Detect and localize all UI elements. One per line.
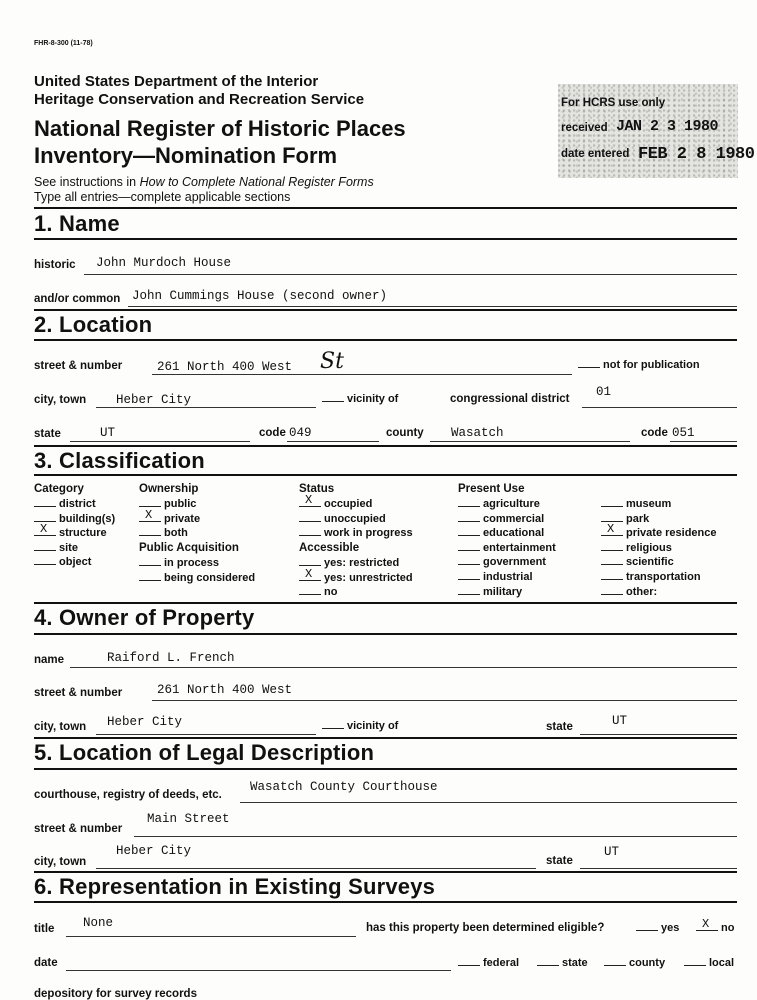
section-rule <box>34 339 737 341</box>
fill-line <box>580 868 737 869</box>
eligible-yes: yes <box>636 922 679 934</box>
congressional-district-label: congressional district <box>450 393 570 405</box>
fill-line <box>240 802 737 803</box>
fill-line <box>152 374 572 375</box>
county-code-label: code <box>641 427 668 439</box>
category-district[interactable]: district <box>34 498 96 510</box>
instructions-line2: Type all entries—complete applicable sections <box>34 190 291 204</box>
fill-line <box>96 868 536 869</box>
fill-line <box>84 274 737 275</box>
form-title: National Register of Historic Places <box>34 116 406 141</box>
service-line: Heritage Conservation and Recreation Service <box>34 91 365 108</box>
status-header: Status <box>299 483 335 495</box>
handwritten-st: St <box>320 349 344 374</box>
date-entered-label: date entered <box>561 148 630 160</box>
owner-city-value: Heber City <box>107 715 183 729</box>
section-rule <box>34 768 737 770</box>
fill-line <box>70 667 737 668</box>
congressional-district-value: 01 <box>596 385 612 399</box>
legal-state-value: UT <box>604 845 620 859</box>
acquisition-in-process[interactable]: in process <box>139 557 219 569</box>
acquisition-being-considered[interactable]: being considered <box>139 572 255 584</box>
state-label: state <box>34 428 61 440</box>
vicinity-of: vicinity of <box>322 393 398 405</box>
owner-city-label: city, town <box>34 721 87 733</box>
fill-line <box>670 441 737 442</box>
fill-line <box>66 970 451 971</box>
present-use-park[interactable]: park <box>601 513 649 525</box>
fill-line <box>134 836 737 837</box>
survey-county: county <box>604 957 665 969</box>
status-unoccupied[interactable]: unoccupied <box>299 513 386 525</box>
county-value: Wasatch <box>451 426 504 440</box>
section-rule <box>34 445 737 447</box>
ownership-public[interactable]: public <box>139 498 196 510</box>
status-work-in-progress[interactable]: work in progress <box>299 527 413 539</box>
accessible-yes-restricted[interactable]: yes: restricted <box>299 557 399 569</box>
fill-line <box>70 441 250 442</box>
category-building-s[interactable]: building(s) <box>34 513 115 525</box>
owner-state-value: UT <box>612 714 628 728</box>
survey-date-label: date <box>34 957 58 969</box>
code-label: code <box>259 427 286 439</box>
owner-vicinity-of: vicinity of <box>322 720 398 732</box>
street-label: street & number <box>34 360 123 372</box>
acquisition-header: Public Acquisition <box>139 542 239 554</box>
section-legal-title: 5. Location of Legal Description <box>34 740 375 765</box>
category-header: Category <box>34 483 84 495</box>
section-surveys-title: 6. Representation in Existing Surveys <box>34 874 436 899</box>
survey-title-value: None <box>83 916 114 930</box>
present-use-religious[interactable]: religious <box>601 542 672 554</box>
present-use-header: Present Use <box>458 483 525 495</box>
form-subtitle: Inventory—Nomination Form <box>34 143 338 168</box>
fill-line <box>287 441 379 442</box>
present-use-commercial[interactable]: commercial <box>458 513 544 525</box>
present-use-other[interactable]: other: <box>601 586 657 598</box>
survey-federal: federal <box>458 957 519 969</box>
legal-street-label: street & number <box>34 823 123 835</box>
form-id: FHR-8-300 (11-78) <box>34 40 93 47</box>
county-code-value: 051 <box>672 426 695 440</box>
section-rule <box>34 309 737 311</box>
ownership-header: Ownership <box>139 483 199 495</box>
fill-line <box>582 407 737 408</box>
historic-value: John Murdoch House <box>96 256 232 270</box>
section-owner-title: 4. Owner of Property <box>34 605 255 630</box>
historic-label: historic <box>34 259 76 271</box>
accessible-yes-unrestricted[interactable]: X yes: unrestricted <box>299 572 413 584</box>
depository-label: depository for survey records <box>34 988 197 1000</box>
eligible-no: X no <box>696 922 734 934</box>
fill-line <box>128 306 737 307</box>
ownership-private[interactable]: X private <box>139 513 200 525</box>
fill-line <box>96 407 316 408</box>
status-occupied[interactable]: X occupied <box>299 498 372 510</box>
present-use-private-residence[interactable]: X private residence <box>601 527 717 539</box>
instructions: See instructions in How to Complete National Register Forms <box>34 175 374 189</box>
owner-name-value: Raiford L. French <box>107 651 235 665</box>
owner-street-label: street & number <box>34 687 123 699</box>
section-rule <box>34 633 737 635</box>
street-value: 261 North 400 West <box>157 360 293 374</box>
received-label: received <box>561 122 608 134</box>
legal-city-value: Heber City <box>116 844 192 858</box>
survey-state: state <box>537 957 588 969</box>
section-name-title: 1. Name <box>34 211 120 236</box>
date-entered-stamp: FEB 2 8 1980 <box>638 145 755 164</box>
common-name-label: and/or common <box>34 293 121 305</box>
eligible-question: has this property been determined eligible? <box>366 922 605 934</box>
section-location-title: 2. Location <box>34 312 153 337</box>
state-value: UT <box>100 426 116 440</box>
code-value: 049 <box>289 426 312 440</box>
fill-line <box>580 734 737 735</box>
legal-state-label: state <box>546 855 573 867</box>
common-name-value: John Cummings House (second owner) <box>132 289 388 303</box>
category-object[interactable]: object <box>34 556 91 568</box>
city-label: city, town <box>34 394 87 406</box>
section-rule <box>34 207 737 209</box>
section-rule <box>34 474 737 476</box>
section-classification-title: 3. Classification <box>34 448 205 473</box>
section-rule <box>34 737 737 739</box>
present-use-industrial[interactable]: industrial <box>458 571 533 583</box>
county-label: county <box>386 427 424 439</box>
accessible-no[interactable]: no <box>299 586 337 598</box>
owner-street-value: 261 North 400 West <box>157 683 293 697</box>
present-use-government[interactable]: government <box>458 556 546 568</box>
legal-city-label: city, town <box>34 856 87 868</box>
survey-title-label: title <box>34 923 55 935</box>
hcrs-title: For HCRS use only <box>561 97 666 109</box>
ownership-both[interactable]: both <box>139 527 188 539</box>
present-use-entertainment[interactable]: entertainment <box>458 542 556 554</box>
category-structure[interactable]: X structure <box>34 527 107 539</box>
legal-street-value: Main Street <box>147 812 230 826</box>
present-use-transportation[interactable]: transportation <box>601 571 701 583</box>
owner-name-label: name <box>34 654 65 666</box>
category-site[interactable]: site <box>34 542 78 554</box>
present-use-educational[interactable]: educational <box>458 527 544 539</box>
section-rule <box>34 901 737 903</box>
fill-line <box>66 936 356 937</box>
owner-state-label: state <box>546 721 573 733</box>
received-stamp: JAN 2 3 1980 <box>616 118 719 135</box>
fill-line <box>96 734 316 735</box>
fill-line <box>430 441 630 442</box>
city-value: Heber City <box>116 393 192 407</box>
present-use-museum[interactable]: museum <box>601 498 671 510</box>
present-use-military[interactable]: military <box>458 586 522 598</box>
present-use-scientific[interactable]: scientific <box>601 556 674 568</box>
section-rule <box>34 602 737 604</box>
courthouse-value: Wasatch County Courthouse <box>250 780 438 794</box>
survey-local: local <box>684 957 734 969</box>
fill-line <box>152 700 737 701</box>
section-rule <box>34 238 737 240</box>
not-for-publication: not for publication <box>578 359 700 371</box>
department-line: United States Department of the Interior <box>34 73 319 90</box>
courthouse-label: courthouse, registry of deeds, etc. <box>34 789 222 801</box>
section-rule <box>34 871 737 873</box>
accessible-header: Accessible <box>299 542 360 554</box>
present-use-agriculture[interactable]: agriculture <box>458 498 540 510</box>
